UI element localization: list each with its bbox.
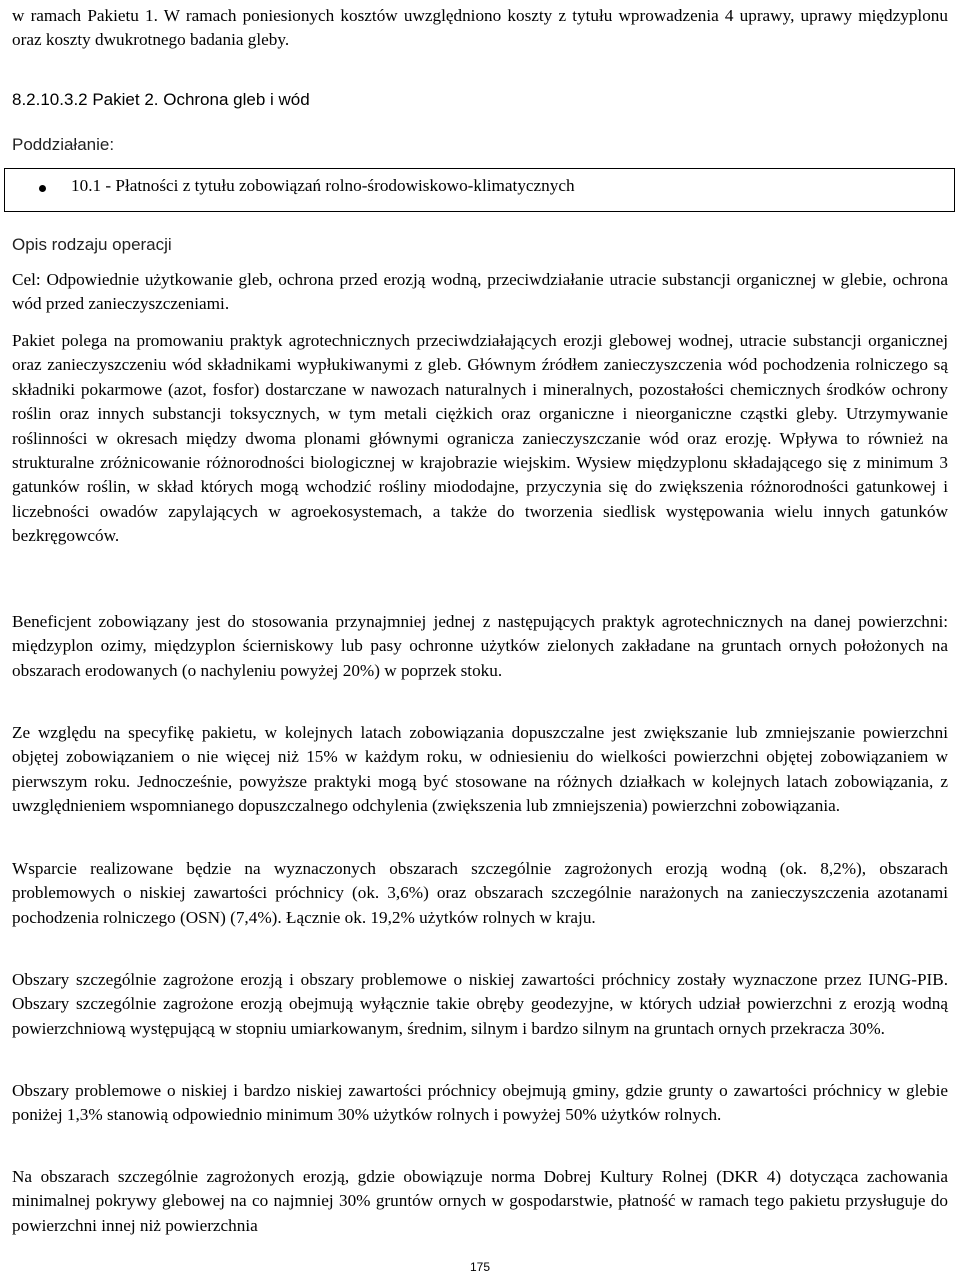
bullet-icon bbox=[39, 185, 46, 192]
description-heading: Opis rodzaju operacji bbox=[12, 235, 172, 254]
body-paragraph: Wsparcie realizowane będzie na wyznaczonych obszarach szczególnie zagrożonych erozją wodną (ok. 8,2%), obszarach problemowych o niskiej zawartości próchnicy (ok. 3,6%) oraz obszarach szczególnie narażonych na zanieczyszczenia azotanami pochodzenia rolniczego (OSN) (7,4%). Łącznie ok. 19,2% użytków rolnych w kraju. bbox=[12, 859, 948, 927]
body-paragraph: Obszary szczególnie zagrożone erozją i obszary problemowe o niskiej zawartości próchnicy zostały wyznaczone przez IUNG-PIB. Obszary szczególnie zagrożone erozją obejmują wyłącznie takie obręby geodezyjne, w których udział powierzchni z erozją wodną powierzchniową występującą w stopniu umiarkowanym, średnim, silnym i bardzo silnym na gruntach ornych przekracza 30%. bbox=[12, 970, 948, 1038]
subaction-box bbox=[4, 168, 955, 212]
intro-paragraph: w ramach Pakietu 1. W ramach poniesionych kosztów uwzględniono koszty z tytułu wprowadzenia 4 uprawy, uprawy międzyplonu oraz koszty dwukrotnego badania gleby. bbox=[12, 6, 948, 50]
subaction-item: 10.1 - Płatności z tytułu zobowiązań rolno-środowiskowo-klimatycznych bbox=[71, 176, 575, 195]
body-paragraph: Obszary problemowe o niskiej i bardzo niskiej zawartości próchnicy obejmują gminy, gdzie grunty o zawartości próchnicy w glebie poniżej 1,3% stanowią odpowiednio minimum 30% użytków rolnych i powyżej 50% użytków rolnych. bbox=[12, 1081, 948, 1125]
page-number: 175 bbox=[469, 1260, 491, 1274]
body-paragraph: Na obszarach szczególnie zagrożonych erozją, gdzie obowiązuje norma Dobrej Kultury Rolnej (DKR 4) dotycząca zachowania minimalnej pokrywy glebowej na co najmniej 30% gruntów ornych w gospodarstwie, płatność w ramach tego pakietu przysługuje do powierzchni innej niż powierzchnia bbox=[12, 1167, 948, 1235]
section-heading: 8.2.10.3.2 Pakiet 2. Ochrona gleb i wód bbox=[12, 90, 310, 109]
body-paragraph: Beneficjent zobowiązany jest do stosowania przynajmniej jednej z następujących praktyk agrotechnicznych na danej powierzchni: międzyplon ozimy, międzyplon ścierniskowy lub pasy ochronne użytków zielonych zakładane na gruntach ornych położonych na obszarach erodowanych (o nachyleniu powyżej 20%) w poprzek stoku. bbox=[12, 612, 948, 680]
body-paragraph: Pakiet polega na promowaniu praktyk agrotechnicznych przeciwdziałających erozji glebowej wodnej, utracie substancji organicznej oraz zanieczyszczeniu wód składnikami wypłukiwanymi z gleb. Głównym źródłem zanieczyszczenia wód pochodzenia rolniczego są składniki pokarmowe (azot, fosfor) dostarczane w nawozach naturalnych i mineralnych, pozostałości chemicznych środków ochrony roślin oraz innych substancji toksycznych, w tym metali ciężkich oraz organiczne i nieorganiczne cząstki gleby. Utrzymywanie roślinności w okresach między dwoma plonami głównymi ogranicza zanieczyszczanie wód oraz erozję. Wpływa to również na strukturalne zróżnicowanie różnorodności biologicznej w krajobrazie wiejskim. Wysiew międzyplonu składającego się z minimum 3 gatunków roślin, w skład których mogą wchodzić rośliny miododajne, przyczynia się do zwiększenia różnorodności gatunkowej i liczebności owadów zapylających w agroekosystemach, a także do tworzenia siedlisk występowania wielu innych gatunków bezkręgowców. bbox=[12, 331, 948, 546]
subaction-label: Poddziałanie: bbox=[12, 135, 115, 154]
body-paragraph: Ze względu na specyfikę pakietu, w kolejnych latach zobowiązania dopuszczalne jest zwiększanie lub zmniejszanie powierzchni objętej zobowiązaniem o nie więcej niż 15% w każdym roku, w odniesieniu do wielkości powierzchni objętej zobowiązaniem w pierwszym roku. Jednocześnie, powyższe praktyki mogą być stosowane na różnych działkach w kolejnych latach zobowiązania, z uwzględnieniem wspomnianego dopuszczalnego odchylenia (zwiększenia lub zmniejszenia) powierzchni zobowiązania. bbox=[12, 723, 948, 816]
body-paragraph: Cel: Odpowiednie użytkowanie gleb, ochrona przed erozją wodną, przeciwdziałanie utracie substancji organicznej w glebie, ochrona wód przed zanieczyszczeniami. bbox=[12, 270, 948, 314]
